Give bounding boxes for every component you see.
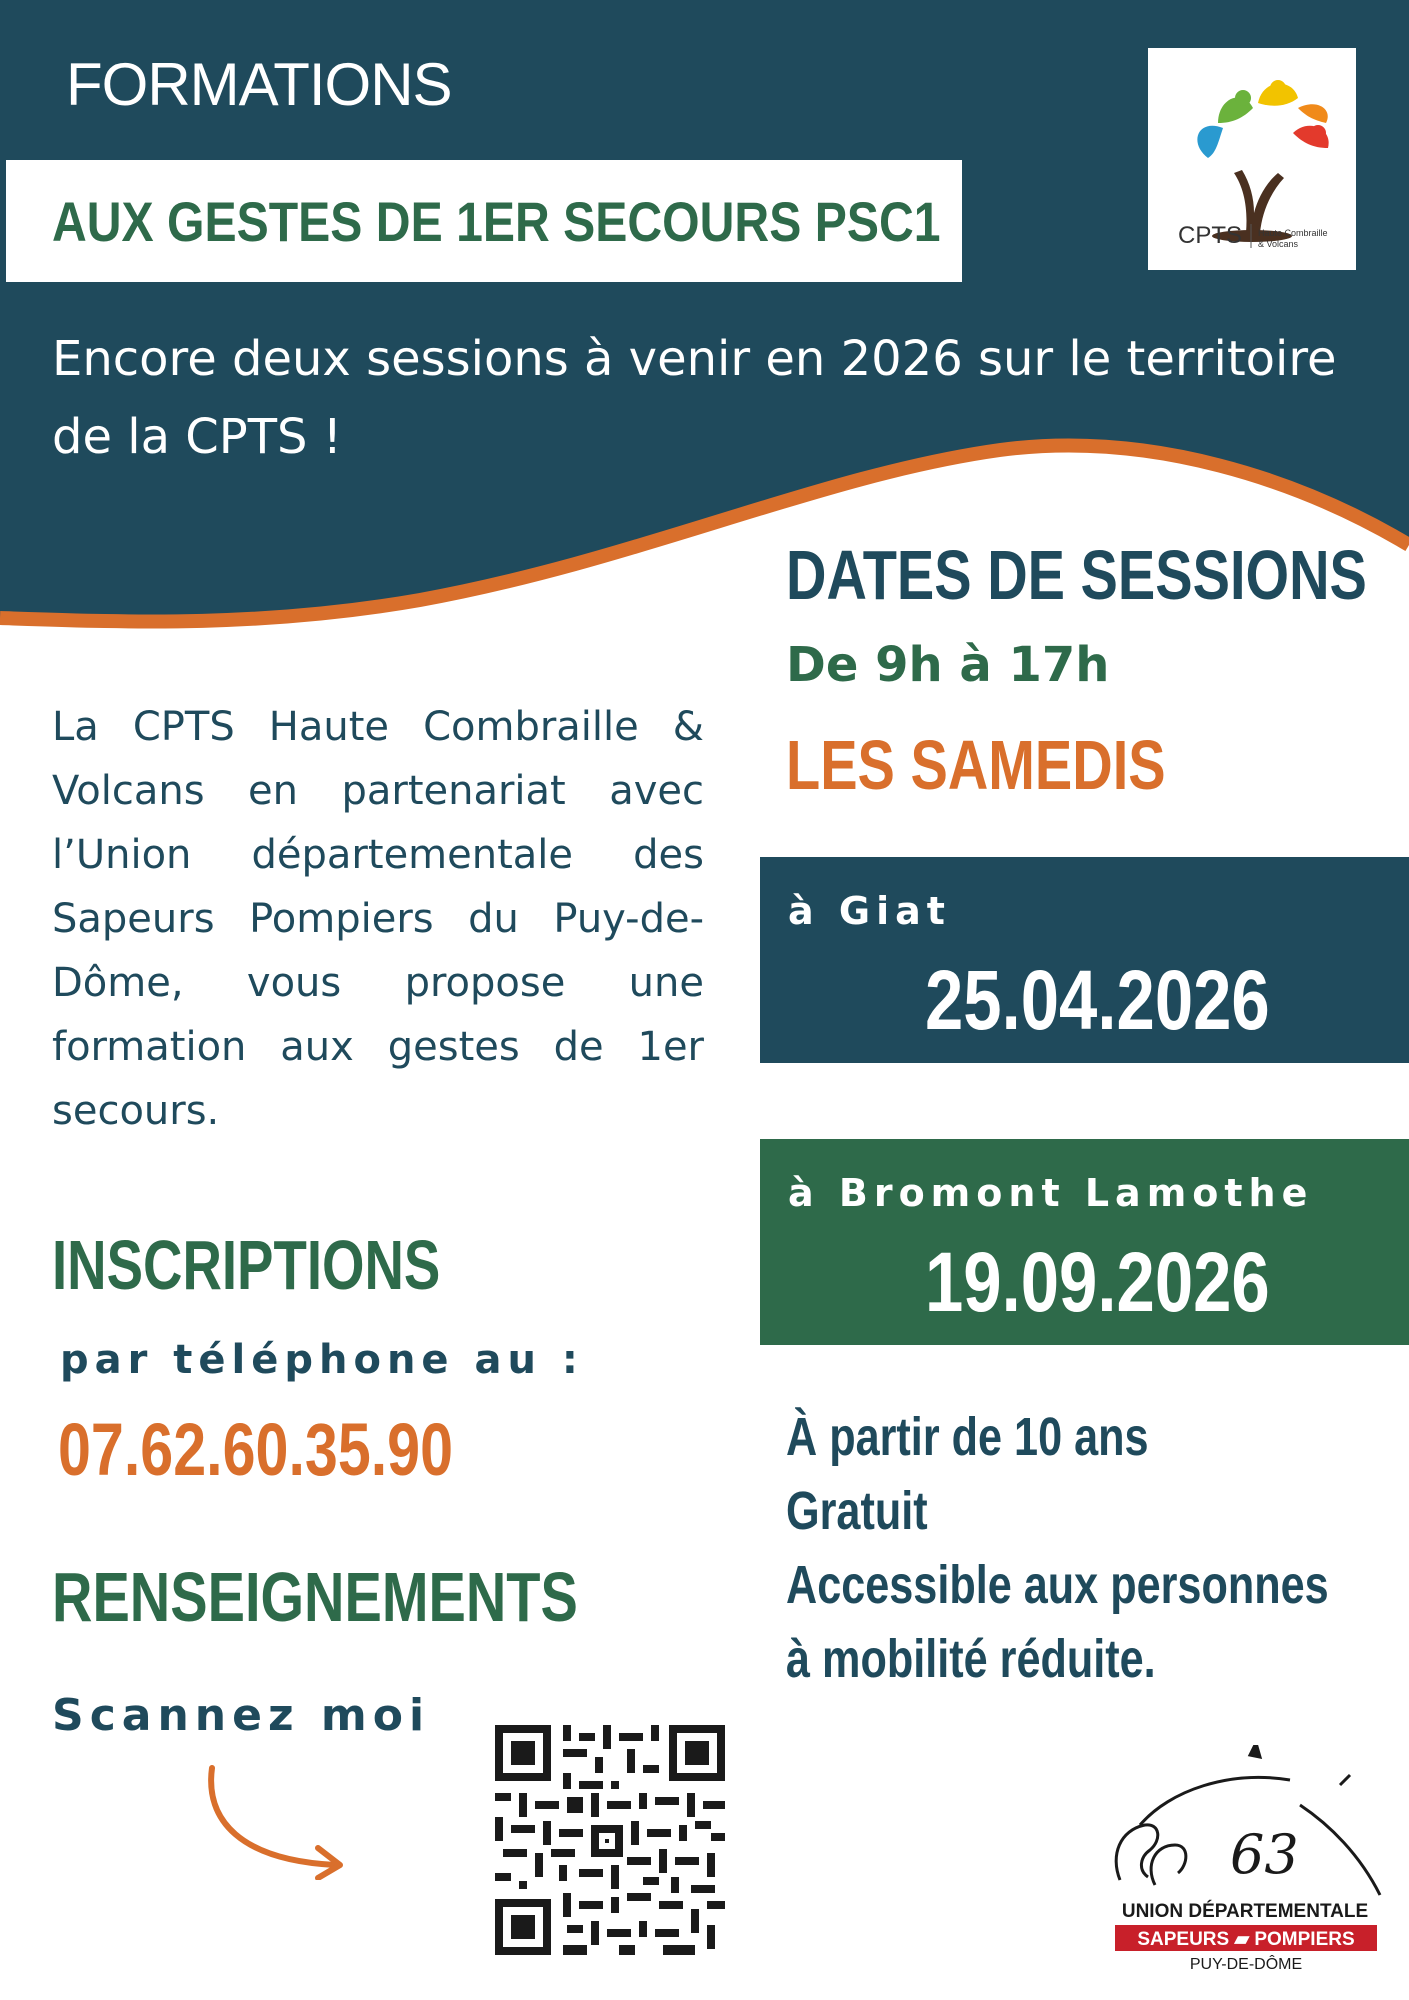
formations-label: FORMATIONS bbox=[66, 51, 452, 118]
session-place: à Giat bbox=[788, 889, 951, 933]
cpts-logo-tagline-1: Haute Combraille bbox=[1258, 228, 1328, 238]
session-date bbox=[925, 1234, 1345, 1331]
condition-age: À partir de 10 ans bbox=[786, 1407, 1149, 1467]
renseignements-title bbox=[52, 1557, 709, 1637]
title-banner bbox=[6, 160, 962, 282]
phone-number-text[interactable]: 07.62.60.35.90 bbox=[58, 1408, 454, 1491]
session-place: à Bromont Lamothe bbox=[788, 1171, 1314, 1215]
udsp-line-3: PUY-DE-DÔME bbox=[1189, 1956, 1303, 1970]
session-days-text: LES SAMEDIS bbox=[786, 726, 1166, 804]
session-date-text: 19.09.2026 bbox=[925, 1235, 1270, 1329]
description: La CPTS Haute Combraille & Volcans en partenariat avec l’Union départementale des Sapeurs Pompiers du Puy-de-Dôme, vous propose une formation aux gestes de 1er secours. bbox=[52, 704, 704, 1134]
session-date-text: 25.04.2026 bbox=[925, 953, 1270, 1047]
qr-code[interactable] bbox=[495, 1725, 725, 1955]
subtitle: Encore deux sessions à venir en 2026 sur le territoire de la CPTS ! bbox=[52, 331, 1337, 465]
udsp-number: 63 bbox=[1230, 1823, 1299, 1886]
inscriptions-title bbox=[52, 1225, 550, 1305]
cpts-logo-tagline-2: & Volcans bbox=[1258, 239, 1299, 249]
session-card-giat bbox=[760, 857, 1409, 1063]
renseignements-title-text: RENSEIGNEMENTS bbox=[52, 1558, 578, 1636]
udsp-line-1: UNION DÉPARTEMENTALE bbox=[1121, 1901, 1369, 1922]
tree-icon bbox=[1197, 80, 1328, 242]
phone-number[interactable] bbox=[58, 1407, 552, 1492]
sessions-title-text: DATES DE SESSIONS bbox=[786, 536, 1367, 614]
sessions-title bbox=[786, 535, 1409, 615]
udsp-line-2: SAPEURS ▰ POMPIERS bbox=[1137, 1929, 1355, 1950]
scan-label: Scannez moi bbox=[52, 1690, 431, 1741]
condition-access-2: à mobilité réduite. bbox=[786, 1629, 1156, 1689]
session-date bbox=[925, 952, 1345, 1049]
conditions bbox=[786, 1400, 1409, 1696]
cpts-logo bbox=[1148, 48, 1356, 270]
session-days bbox=[786, 725, 1261, 805]
session-card-bromont bbox=[760, 1139, 1409, 1345]
cpts-logo-name: CPTS bbox=[1178, 222, 1243, 249]
condition-price: Gratuit bbox=[786, 1481, 928, 1541]
inscriptions-title-text: INSCRIPTIONS bbox=[52, 1226, 441, 1304]
phone-label: par téléphone au : bbox=[60, 1337, 584, 1383]
udsp-logo bbox=[1100, 1745, 1390, 1970]
arrow-icon bbox=[200, 1760, 360, 1880]
condition-access-1: Accessible aux personnes bbox=[786, 1555, 1329, 1615]
page-title: AUX GESTES DE 1ER SECOURS PSC1 bbox=[52, 189, 941, 253]
session-hours: De 9h à 17h bbox=[786, 637, 1110, 693]
